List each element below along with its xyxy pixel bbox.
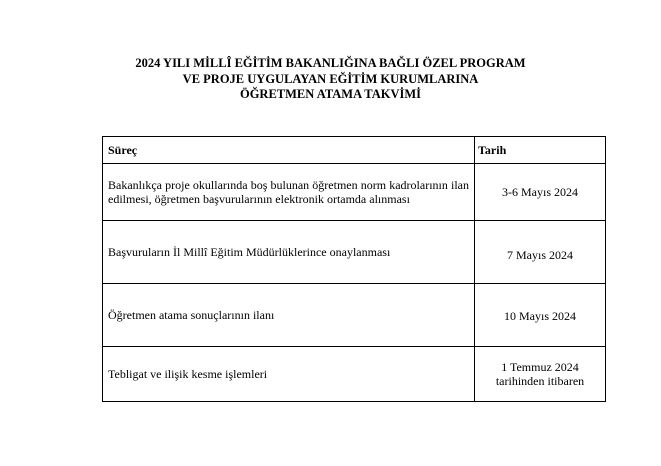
schedule-table: [102, 136, 606, 402]
table-row: [103, 164, 606, 221]
process-cell: Tebligat ve ilişik kesme işlemleri: [103, 347, 475, 402]
table-header-row: [103, 137, 606, 164]
date-cell: [475, 221, 606, 284]
document-title: [0, 56, 661, 103]
date-text: 7 Mayıs 2024: [507, 248, 573, 262]
date-column-header: Tarih: [475, 137, 606, 164]
date-cell: [475, 164, 606, 221]
date-cell: [475, 347, 606, 402]
date-text: 10 Mayıs 2024: [504, 309, 576, 323]
process-cell: Başvuruların İl Millî Eğitim Müdürlüklerince onaylanması: [103, 221, 475, 284]
date-cell: [475, 284, 606, 347]
title-line-3: ÖĞRETMEN ATAMA TAKVİMİ: [239, 87, 422, 101]
table-row: [103, 284, 606, 347]
table-row: [103, 347, 606, 402]
process-cell: Bakanlıkça proje okullarında boş bulunan öğretmen norm kadrolarının ilan edilmesi, öğretmen başvurularının elektronik ortamda alınması: [103, 164, 475, 221]
title-line-1: 2024 YILI MİLLÎ EĞİTİM BAKANLIĞINA BAĞLI ÖZEL PROGRAM: [135, 56, 526, 70]
date-text-line-1: 1 Temmuz 2024: [501, 360, 579, 374]
process-cell: Öğretmen atama sonuçlarının ilanı: [103, 284, 475, 347]
date-text-line-2: tarihinden itibaren: [495, 374, 585, 388]
process-column-header: Süreç: [103, 137, 475, 164]
title-line-2: VE PROJE UYGULAYAN EĞİTİM KURUMLARINA: [182, 71, 479, 86]
table-row: [103, 221, 606, 284]
date-text: 3-6 Mayıs 2024: [502, 185, 578, 199]
